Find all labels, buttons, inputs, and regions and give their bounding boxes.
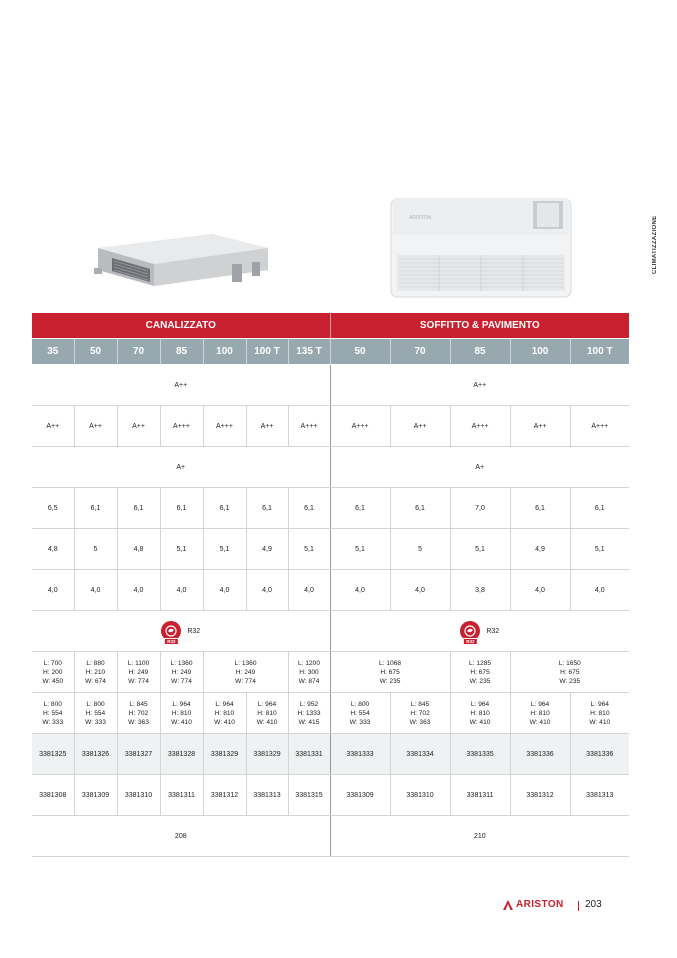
product-code-cell: 3381335 [450,734,510,775]
dimension-cell: L: 880 H: 210 W: 674 [74,652,117,693]
value-cell: 6,1 [117,488,160,529]
table-row [32,693,629,734]
table-row [32,529,629,570]
energy-class-cell: A+++ [570,406,629,447]
energy-class-cell: A++ [246,406,288,447]
model-header: 35 [32,339,74,365]
product-code-cell: 3381311 [450,775,510,816]
energy-class-cell: A++ [32,365,330,406]
value-cell: 6,1 [570,488,629,529]
value-cell: 4,8 [117,529,160,570]
section-header-soffitto-pavimento: SOFFITTO & PAVIMENTO [330,313,629,339]
product-code-cell: 3381333 [330,734,390,775]
model-header: 70 [390,339,450,365]
energy-class-cell: A+++ [330,406,390,447]
value-cell: 6,1 [510,488,570,529]
product-code-cell: 3381312 [203,775,246,816]
energy-class-cell: A+++ [450,406,510,447]
dimension-cell: L: 800 H: 554 W: 333 [330,693,390,734]
soffitto-pavimento-unit-image [389,195,573,299]
product-code-cell: 3381312 [510,775,570,816]
brand-logo [503,899,564,910]
value-cell: 5,1 [570,529,629,570]
value-cell: 5 [390,529,450,570]
value-cell: 6,1 [246,488,288,529]
value-cell: 4,9 [510,529,570,570]
value-cell: 6,1 [160,488,203,529]
refrigerant-cell [330,611,629,652]
table-row [32,734,629,775]
value-cell: 6,1 [203,488,246,529]
product-code-cell: 3381329 [246,734,288,775]
value-cell: 6,5 [32,488,74,529]
value-cell: 4,0 [160,570,203,611]
refrigerant-badge-text: R32 [463,638,477,645]
energy-class-cell: A+++ [203,406,246,447]
value-cell: 4,0 [330,570,390,611]
value-cell: 4,0 [246,570,288,611]
value-cell: 6,1 [288,488,330,529]
table-row [32,488,629,529]
model-header: 85 [160,339,203,365]
page-number: 203 [585,899,602,910]
model-header: 100 [203,339,246,365]
model-header: 100 T [570,339,629,365]
value-cell: 4,0 [288,570,330,611]
product-code-cell: 3381310 [390,775,450,816]
refrigerant-badge [460,621,480,644]
value-cell: 5,1 [330,529,390,570]
table-row [32,406,629,447]
side-section-label: CLIMATIZZAZIONE [652,215,658,274]
product-code-cell: 3381327 [117,734,160,775]
refrigerant-badge-text: R32 [164,638,178,645]
refrigerant-label: R32 [187,627,201,635]
table-row [32,816,629,857]
table-row [32,775,629,816]
energy-class-cell: A++ [74,406,117,447]
value-cell: 6,1 [390,488,450,529]
page-reference-cell: 210 [330,816,629,857]
dimension-cell: L: 964 H: 810 W: 410 [160,693,203,734]
table-row [32,611,629,652]
canalizzato-unit-image [92,232,274,302]
page-reference-cell: 208 [32,816,330,857]
table-row [32,365,629,406]
energy-class-cell: A+++ [160,406,203,447]
table-row [32,652,629,693]
value-cell: 4,0 [32,570,74,611]
value-cell: 6,1 [330,488,390,529]
dimension-cell: L: 964 H: 810 W: 410 [246,693,288,734]
section-header-canalizzato: CANALIZZATO [32,313,330,339]
product-code-cell: 3381326 [74,734,117,775]
refrigerant-badge [161,621,181,644]
value-cell: 4,0 [390,570,450,611]
product-code-cell: 3381325 [32,734,74,775]
value-cell: 4,0 [203,570,246,611]
dimension-cell: L: 952 H: 1333 W: 415 [288,693,330,734]
ariston-logo-icon [503,900,513,910]
product-code-cell: 3381308 [32,775,74,816]
product-code-cell: 3381309 [330,775,390,816]
dimension-cell: L: 964 H: 810 W: 410 [570,693,629,734]
value-cell: 5,1 [288,529,330,570]
product-code-cell: 3381313 [570,775,629,816]
product-code-cell: 3381309 [74,775,117,816]
model-header: 70 [117,339,160,365]
product-code-cell: 3381331 [288,734,330,775]
globe-leaf-icon [165,625,177,637]
dimension-cell: L: 845 H: 702 W: 363 [390,693,450,734]
model-header: 100 [510,339,570,365]
dimension-cell: L: 845 H: 702 W: 363 [117,693,160,734]
energy-class-cell: A++ [32,406,74,447]
dimension-cell: L: 964 H: 810 W: 410 [450,693,510,734]
model-header: 85 [450,339,510,365]
dimension-cell: L: 800 H: 554 W: 333 [32,693,74,734]
value-cell: 5,1 [203,529,246,570]
energy-class-cell: A+ [330,447,629,488]
energy-class-cell: A+ [32,447,330,488]
dimension-cell: L: 1360 H: 249 W: 774 [160,652,203,693]
energy-class-cell: A++ [390,406,450,447]
value-cell: 5 [74,529,117,570]
footer-divider [578,901,579,911]
value-cell: 4,0 [74,570,117,611]
refrigerant-label: R32 [486,627,500,635]
dimension-cell: L: 800 H: 554 W: 333 [74,693,117,734]
value-cell: 4,0 [510,570,570,611]
value-cell: 4,8 [32,529,74,570]
product-code-cell: 3381311 [160,775,203,816]
product-code-cell: 3381315 [288,775,330,816]
model-header: 135 T [288,339,330,365]
svg-text:ARISTON: ARISTON [409,215,432,221]
product-code-cell: 3381328 [160,734,203,775]
dimension-cell: L: 1650 H: 675 W: 235 [510,652,629,693]
value-cell: 4,0 [117,570,160,611]
dimension-cell: L: 1285 H: 675 W: 235 [450,652,510,693]
model-header: 50 [330,339,390,365]
table-row [32,570,629,611]
value-cell: 7,0 [450,488,510,529]
dimension-cell: L: 1200 H: 300 W: 874 [288,652,330,693]
energy-class-cell: A++ [330,365,629,406]
value-cell: 5,1 [450,529,510,570]
value-cell: 4,9 [246,529,288,570]
energy-class-cell: A++ [117,406,160,447]
energy-class-cell: A++ [510,406,570,447]
product-code-cell: 3381329 [203,734,246,775]
model-header: 50 [74,339,117,365]
product-code-cell: 3381334 [390,734,450,775]
product-code-cell: 3381336 [570,734,629,775]
product-code-cell: 3381336 [510,734,570,775]
dimension-cell: L: 700 H: 200 W: 450 [32,652,74,693]
value-cell: 3,8 [450,570,510,611]
dimension-cell: L: 964 H: 810 W: 410 [510,693,570,734]
value-cell: 4,0 [570,570,629,611]
globe-leaf-icon [464,625,476,637]
product-code-cell: 3381313 [246,775,288,816]
model-header: 100 T [246,339,288,365]
dimension-cell: L: 964 H: 810 W: 410 [203,693,246,734]
dimension-cell: L: 1068 H: 675 W: 235 [330,652,450,693]
dimension-cell: L: 1360 H: 249 W: 774 [203,652,288,693]
table-row [32,447,629,488]
specifications-table [32,313,629,857]
dimension-cell: L: 1100 H: 249 W: 774 [117,652,160,693]
value-cell: 5,1 [160,529,203,570]
refrigerant-cell [32,611,330,652]
brand-name: ARISTON [516,899,564,910]
energy-class-cell: A+++ [288,406,330,447]
value-cell: 6,1 [74,488,117,529]
product-code-cell: 3381310 [117,775,160,816]
